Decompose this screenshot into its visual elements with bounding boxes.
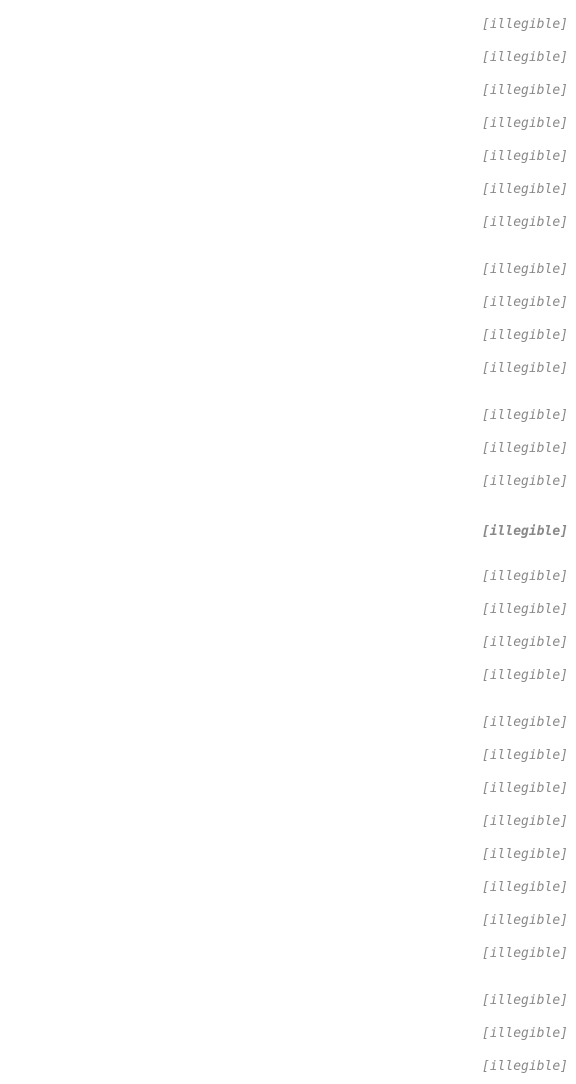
text-line: [illegible] [481, 361, 568, 376]
section-heading: [illegible] [481, 524, 568, 539]
text-line: [illegible] [481, 781, 568, 796]
text-line: [illegible] [481, 17, 568, 32]
text-line: [illegible] [481, 328, 568, 343]
text-line: [illegible] [481, 441, 568, 456]
text-line: [illegible] [481, 569, 568, 584]
text-line: [illegible] [481, 295, 568, 310]
text-line: [illegible] [481, 668, 568, 683]
text-line: [illegible] [481, 847, 568, 862]
text-line: [illegible] [481, 50, 568, 65]
text-line: [illegible] [481, 182, 568, 197]
text-line: [illegible] [481, 215, 568, 230]
paragraph-6 [8, 984, 568, 1083]
text-line: [illegible] [481, 602, 568, 617]
text-line: [illegible] [481, 880, 568, 895]
text-line: [illegible] [481, 748, 568, 763]
text-line: [illegible] [481, 913, 568, 928]
text-line: [illegible] [481, 149, 568, 164]
text-line: [illegible] [481, 1026, 568, 1041]
paragraph-4 [8, 560, 568, 692]
text-line: [illegible] [481, 993, 568, 1008]
text-line: [illegible] [481, 262, 568, 277]
paragraph-1 [8, 8, 568, 239]
paragraph-5 [8, 706, 568, 970]
paragraph-3 [8, 399, 568, 498]
text-line: [illegible] [481, 408, 568, 423]
text-line: [illegible] [481, 635, 568, 650]
text-line: [illegible] [481, 715, 568, 730]
text-line: [illegible] [481, 474, 568, 489]
text-line: [illegible] [481, 116, 568, 131]
text-line: [illegible] [481, 946, 568, 961]
text-line: [illegible] [481, 1059, 568, 1074]
paragraph-2 [8, 253, 568, 385]
text-line: [illegible] [481, 83, 568, 98]
text-line: [illegible] [481, 814, 568, 829]
